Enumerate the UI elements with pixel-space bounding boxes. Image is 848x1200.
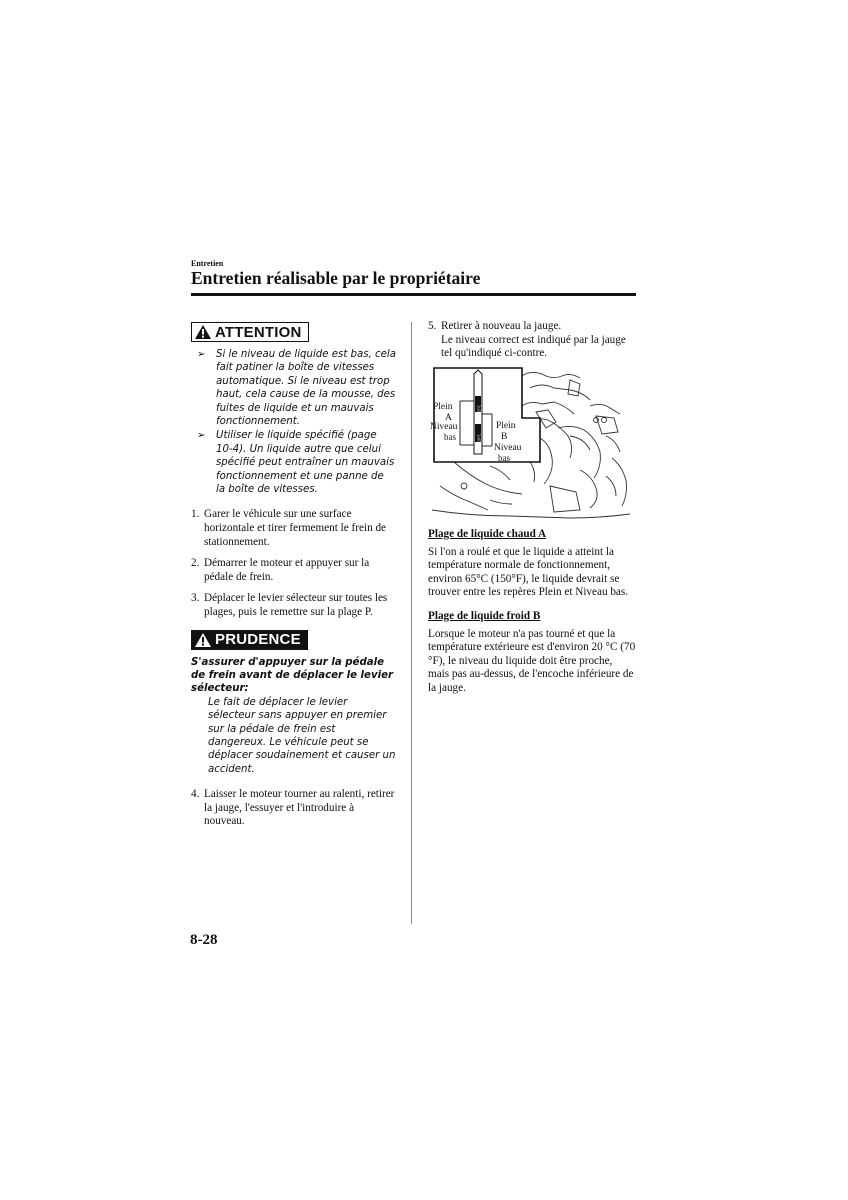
attention-bullet-text: Utiliser le liquide spécifié (page 10-4). Un liquide autre que celui spécifié peut entraîner un mauvais fonctionnement et une panne de la boîte de vitesses.: [216, 430, 395, 496]
step-text: Retirer à nouveau la jauge.: [441, 320, 562, 332]
range-b-label: B: [501, 432, 508, 442]
step-text: Garer le véhicule sur une surface horizontale et tirer fermement le frein de stationnement.: [204, 508, 387, 548]
cold-range-heading: Plage de liquide froid B: [428, 609, 541, 622]
cold-range-text: Lorsque le moteur n'a pas tourné et que la température extérieure est d'environ 20 °C (70 °F), le niveau du liquide doit être proche, mais pas au-dessus, de l'encoche inférieure de la jauge.: [428, 627, 636, 694]
column-divider: [411, 322, 412, 924]
range-a-label: A: [445, 413, 452, 423]
fluid-ranges: [428, 528, 636, 696]
attention-bullet-text: Si le niveau de liquide est bas, cela fait patiner la boîte de vitesses automatique. Si le niveau est trop haut, cela cause de la mousse, des fuites de liquide et un mauvais fonctionnement.: [216, 349, 396, 428]
left-column: [191, 322, 396, 837]
steps-list: [191, 788, 396, 829]
step-5: [428, 320, 636, 361]
attention-list: [197, 348, 396, 496]
page-number: 8-28: [190, 932, 218, 948]
step-number: 5.: [428, 320, 437, 332]
dipstick-mark-65: 65°C: [476, 404, 482, 413]
plein-a-label: Plein: [433, 402, 453, 412]
list-item: [197, 429, 396, 496]
right-column: [428, 320, 636, 361]
list-item: [191, 557, 396, 584]
prudence-heading: S'assurer d'appuyer sur la pédale de frein avant de déplacer le levier sélecteur:: [191, 656, 394, 695]
section-label: Entretien: [191, 259, 224, 268]
hot-range-heading: Plage de liquide chaud A: [428, 528, 547, 540]
warning-icon: [195, 325, 211, 339]
step-text: Le niveau correct est indiqué par la jauge tel qu'indiqué ci-contre.: [441, 333, 626, 360]
step-number: 4.: [191, 788, 200, 801]
step-text: Démarrer le moteur et appuyer sur la pédale de frein.: [204, 557, 370, 583]
steps-list: [191, 508, 396, 619]
attention-label: ATTENTION: [215, 323, 302, 341]
title-rule: [191, 293, 636, 296]
niveau-a-label: Niveau: [430, 422, 458, 432]
list-item: [191, 508, 396, 549]
prudence-banner: [191, 630, 308, 650]
hot-range-text: Si l'on a roulé et que le liquide a atteint la température normale de fonctionnement, environ 65°C (150°F), le liquide devrait se trouver entre les repères Plein et Niveau bas.: [428, 545, 629, 599]
step-number: 1.: [191, 508, 200, 521]
bas-a-label: bas: [444, 432, 456, 442]
page-title: Entretien réalisable par le propriétaire: [191, 268, 481, 288]
prudence-body: Le fait de déplacer le levier sélecteur sans appuyer en premier sur la pédale de frein est dangereux. Le véhicule peut se déplacer soudainement et causer un accident.: [208, 696, 396, 775]
step-text: Déplacer le levier sélecteur sur toutes les plages, puis le remettre sur la plage P.: [204, 592, 388, 619]
step-text: Laisser le moteur tourner au ralenti, retirer la jauge, l'essuyer et l'introduire à nouveau.: [204, 788, 395, 828]
dipstick-diagram: [430, 366, 632, 522]
attention-banner: [191, 322, 309, 342]
prudence-label: PRUDENCE: [215, 631, 301, 649]
list-item: [191, 592, 396, 619]
step-number: 2.: [191, 557, 200, 570]
arrow-bullet-icon: ➢: [197, 349, 206, 360]
list-item: [197, 348, 396, 428]
warning-icon: [195, 633, 211, 647]
step-number: 3.: [191, 592, 200, 605]
dipstick-mark-20: 20°C: [476, 433, 482, 442]
niveau-b-label: Niveau: [494, 443, 522, 453]
list-item: [191, 788, 396, 829]
arrow-bullet-icon: ➢: [197, 430, 206, 442]
plein-b-label: Plein: [496, 421, 516, 431]
bas-b-label: bas: [498, 453, 510, 463]
